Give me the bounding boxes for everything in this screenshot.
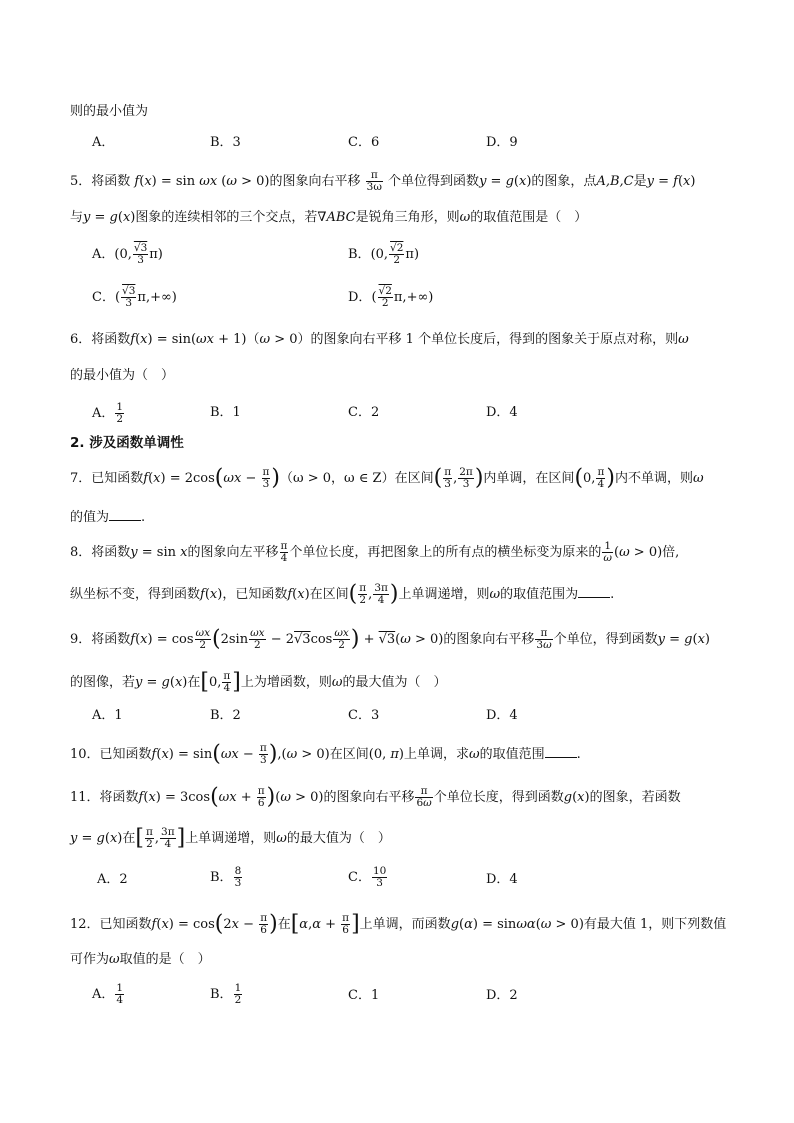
q12-number: 12．已知函数 xyxy=(70,917,152,933)
q12-line-2: 可作为ω取值的是（ ） xyxy=(70,952,211,967)
fragment-line: 则的最小值为 xyxy=(70,104,149,119)
q5-text: 是 xyxy=(633,174,647,190)
q10-line-1: 10．已知函数f(x) = sin(ωx − $\frac{\pi}{3}$ ),(ω > 0)在区间(0, π)上单调，求ω的取值范围 . xyxy=(70,741,581,767)
q8-number: 8．将函数 xyxy=(70,545,131,561)
q11-option-d: D．4 xyxy=(486,872,518,887)
q5-text: 个单位得到函数 xyxy=(388,174,480,190)
q7-condition: ω > 0，ω ∈ Z xyxy=(293,471,382,487)
q6-line-2: 的最小值为（ ） xyxy=(70,368,175,383)
q6-option-c: C．2 xyxy=(348,405,380,420)
q5-option-c: C．( $\frac{√3}{3}$ π,+∞) xyxy=(92,285,177,310)
q5-triangle: ∇ABC xyxy=(317,210,356,225)
q6-line-1: 6．将函数f(x) = sin(ωx + 1)（ω > 0）的图象向右平移 1 个单位长度后，得到的图象关于原点对称，则ω xyxy=(70,332,689,347)
q9-option-b: B．2 xyxy=(210,708,241,723)
q7-answer-blank[interactable] xyxy=(109,510,141,521)
q12-option-b: B． $\frac{1}{2}$ xyxy=(210,982,242,1007)
q5-text: 是锐角三角形，则 xyxy=(355,210,460,225)
q5-option-a: A．(0, $\frac{√3}{3}$ π) xyxy=(92,242,163,267)
q11-line-1: 11．将函数f(x) = 3cos(ωx + $\frac{\pi}{6}$ )(ω > 0)的图象向右平移 $\frac{\pi}{6\omega}$ 个单位长度，得到函数g(x)的图象，若函数 xyxy=(70,784,681,810)
q6-option-d: D．4 xyxy=(486,405,518,420)
q4-option-d: D．9 xyxy=(486,135,518,150)
q12-option-a: A． $\frac{1}{4}$ xyxy=(92,982,124,1007)
q9-number: 9．将函数 xyxy=(70,632,131,648)
q9-option-c: C．3 xyxy=(348,708,380,723)
q9-option-d: D．4 xyxy=(486,708,518,723)
q4-option-b: B．3 xyxy=(210,135,241,150)
q5-text: 的图象向右平移 xyxy=(269,174,361,190)
q5-number: 5．将函数 xyxy=(70,174,131,190)
q5-text: 图象的连续相邻的三个交点，若 xyxy=(135,210,318,225)
q5-shift-fraction: $\frac{\pi}{3\omega}$ xyxy=(366,169,382,194)
q4-option-a: A． xyxy=(92,135,115,150)
q6-option-a: A． $\frac{1}{2}$ xyxy=(92,401,124,426)
q6-number: 6．将函数 xyxy=(70,332,131,347)
q5-line-2: 与y = g(x)图象的连续相邻的三个交点，若∇ABC是锐角三角形，则ω的取值范围是（ ） xyxy=(70,210,588,225)
q12-line-1: 12．已知函数f(x) = cos(2x − $\frac{\pi}{6}$ )在[α,α + $\frac{\pi}{6}$ ]上单调，而函数g(α) = sinωα(ω > 0)有最大值 1，则下列数值 xyxy=(70,911,727,937)
q10-number: 10．已知函数 xyxy=(70,747,152,763)
q7-number: 7．已知函数 xyxy=(70,471,144,487)
q11-option-a: A．2 xyxy=(97,872,128,887)
q11-option-c: C． $\frac{10}{3}$ xyxy=(348,865,387,890)
q9-option-a: A．1 xyxy=(92,708,123,723)
q11-number: 11．将函数 xyxy=(70,790,139,806)
q9-line-2: 的图像，若y = g(x)在[0, $\frac{\pi}{4}$ ]上为增函数，则ω的最大值为（ ） xyxy=(70,669,447,695)
section-heading: 2. 涉及函数单调性 xyxy=(70,435,184,451)
q12-option-d: D．2 xyxy=(486,988,518,1003)
q10-answer-blank[interactable] xyxy=(545,747,577,758)
q7-line-2: 的值为 . xyxy=(70,510,146,525)
q12-option-c: C．1 xyxy=(348,988,380,1003)
q5-points: A,B,C xyxy=(596,174,634,190)
q11-option-b: B． $\frac{8}{3}$ xyxy=(210,865,242,890)
q8-line-2: 纵坐标不变，得到函数f(x)，已知函数f(x)在区间( $\frac{\pi}{2}$ , $\frac{3\pi}{4}$ )上单调递增，则ω的取值范围为 . xyxy=(70,581,615,607)
q7-line-1: 7．已知函数f(x) = 2cos(ωx − $\frac{\pi}{3}$ )（ω > 0，ω ∈ Z）在区间( $\frac{\pi}{3}$ , $\frac{2\pi}{3}$ )内单调，在区间(0, $\frac{\pi}{4}$ )内不单调，则ω xyxy=(70,465,704,491)
q9-line-1: 9．将函数f(x) = cos $\frac{\omega x}{2}$ (2sin $\frac{\omega x}{2}$ − 2√3cos $\frac{\omega x}{2}$ ) + √3(ω > 0)的图象向右平移 $\frac{\pi}{3\omega}$ 个单位，得到函数y = g(x) xyxy=(70,626,710,652)
q5-text: 与 xyxy=(70,210,84,225)
q4-option-c: C．6 xyxy=(348,135,380,150)
q6-text: ）的图象向右平移 1 个单位长度后，得到的图象关于原点对称，则 xyxy=(297,332,679,347)
q5-option-d: D．( $\frac{√2}{2}$ π,+∞) xyxy=(348,285,434,310)
q6-option-b: B．1 xyxy=(210,405,241,420)
q5-text: 的取值范围是（ ） xyxy=(470,210,588,225)
q8-answer-blank[interactable] xyxy=(578,587,610,598)
q8-line-1: 8．将函数y = sin x的图象向左平移 $\frac{\pi}{4}$ 个单位长度，再把图象上的所有点的横坐标变为原来的 $\frac{1}{\omega}$ (ω > 0)倍, xyxy=(70,540,680,565)
q5-text: 的图象，点 xyxy=(531,174,597,190)
q5-line-1: 5．将函数 f(x) = sin ωx (ω > 0)的图象向右平移 $\frac{\pi}{3\omega}$ 个单位得到函数y = g(x)的图象，点A,B,C是y = f(x) xyxy=(70,169,696,194)
q5-option-b: B．(0, $\frac{√2}{2}$ π) xyxy=(348,242,420,267)
q11-line-2: y = g(x)在[ $\frac{\pi}{2}$ , $\frac{3\pi}{4}$ ]上单调递增，则ω的最大值为（ ） xyxy=(70,825,391,851)
